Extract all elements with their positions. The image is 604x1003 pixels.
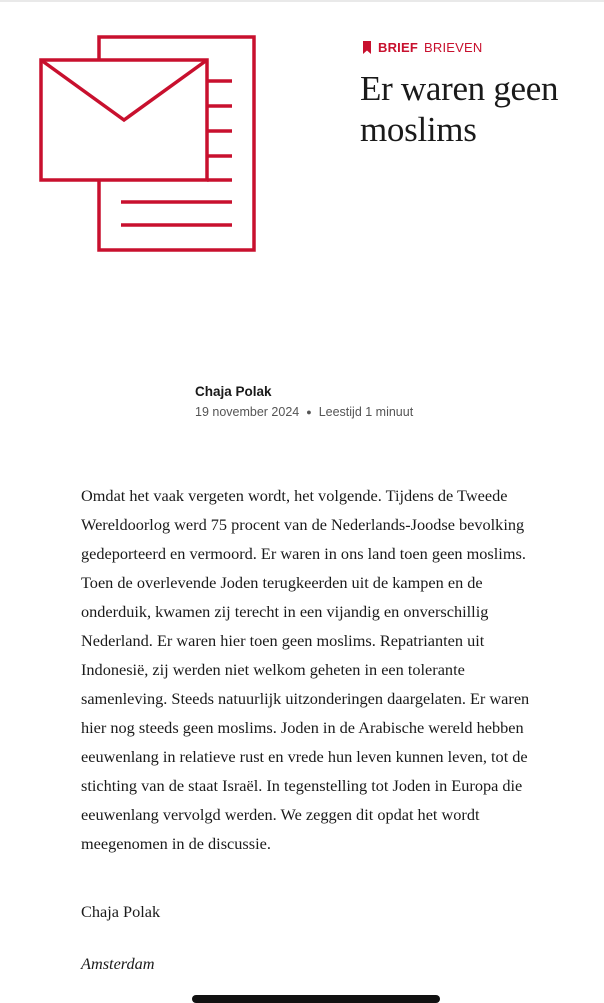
article-section-link[interactable]: BRIEVEN — [424, 40, 483, 55]
read-time: Leestijd 1 minuut — [318, 405, 414, 419]
meta-separator: ● — [306, 407, 312, 417]
top-divider — [0, 0, 604, 2]
article-meta — [195, 405, 413, 419]
letter-signature: Chaja Polak — [81, 902, 161, 921]
author-name[interactable]: Chaja Polak — [195, 384, 272, 399]
bookmark-flag-icon — [362, 41, 372, 55]
letter-place: Amsterdam — [81, 954, 155, 973]
article-title: Er waren geen moslims — [360, 69, 559, 149]
envelope-letter-icon — [38, 34, 258, 254]
home-indicator — [192, 995, 440, 1003]
article-body: Omdat het vaak vergeten wordt, het volgende. Tijdens de Tweede Wereldoorlog werd 75 procent van de Nederlands-Joodse bevolking gedeporteerd en vermoord. Er waren in ons land toen geen moslims. Toen de overlevende Joden terugkeerden uit de kampen en de onderduik, kwamen zij terecht in een vijandig en onverschillig Nederland. Er waren hier toen geen moslims. Repatrianten uit Indonesië, zij werden niet welkom geheten in een tolerante samenleving. Steeds natuurlijk uitzonderingen daargelaten. Er waren hier nog steeds geen moslims. Joden in de Arabische wereld hebben eeuwenlang in relatieve rust en vrede hun leven kunnen leven, tot de stichting van de staat Israël. In tegenstelling tot Joden in Europa die eeuwenlang vervolgd werden. We zeggen dit opdat het wordt meegenomen in de discussie. — [81, 486, 530, 853]
publish-date: 19 november 2024 — [195, 405, 300, 419]
article-kicker — [362, 40, 482, 55]
byline — [195, 384, 413, 419]
article-type-label: BRIEF — [378, 40, 418, 55]
